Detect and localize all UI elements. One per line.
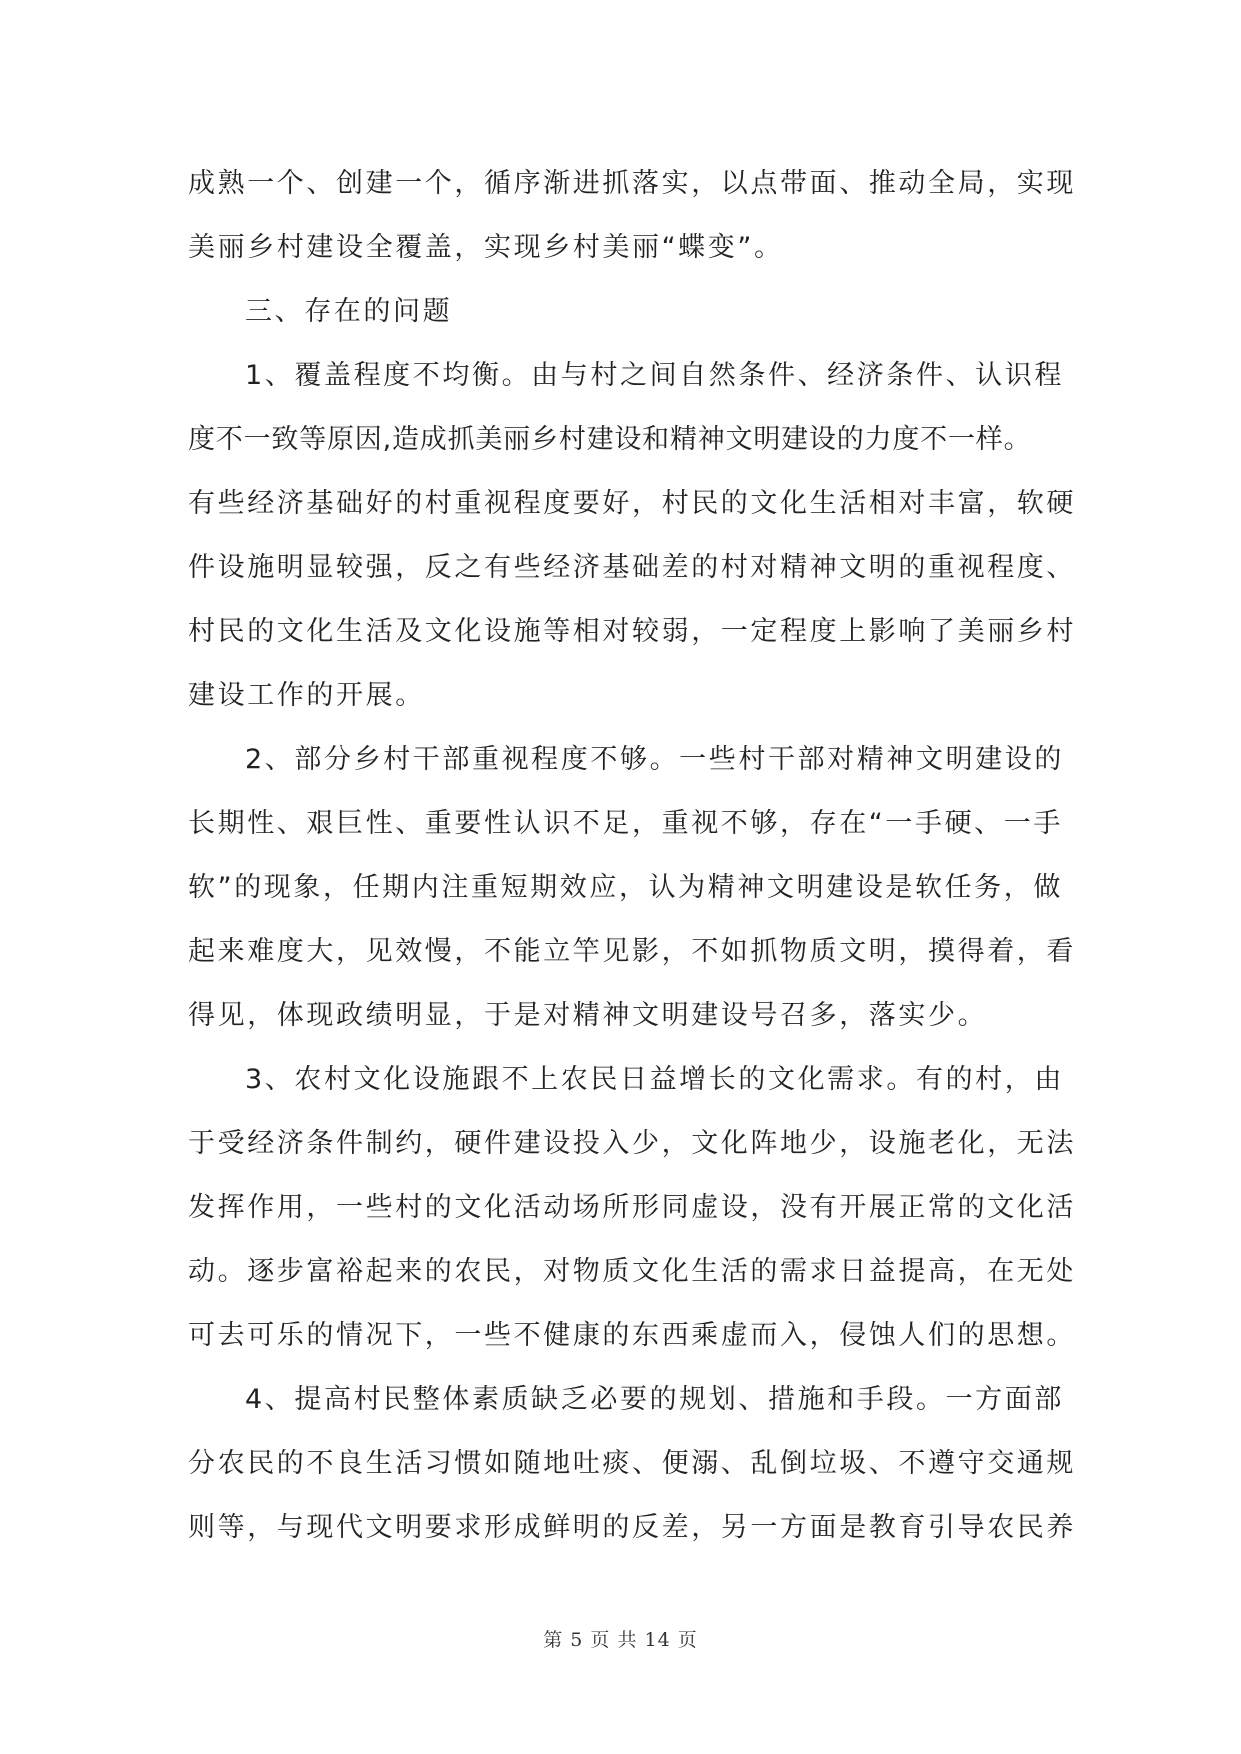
text-line: 村民的文化生活及文化设施等相对较弱，一定程度上影响了美丽乡村: [188, 616, 1076, 647]
text-line: 软”的现象，任期内注重短期效应，认为精神文明建设是软任务，做: [188, 872, 1063, 903]
text-line: 件设施明显较强，反之有些经济基础差的村对精神文明的重视程度、: [188, 552, 1076, 583]
text-line: 成熟一个、创建一个，循序渐进抓落实，以点带面、推动全局，实现: [188, 168, 1076, 199]
text-line: 3、农村文化设施跟不上农民日益增长的文化需求。有的村，由: [245, 1064, 1064, 1095]
text-line: 有些经济基础好的村重视程度要好，村民的文化生活相对丰富，软硬: [188, 488, 1076, 519]
text-line: 起来难度大，见效慢，不能立竿见影，不如抓物质文明，摸得着，看: [188, 936, 1076, 967]
text-line: 2、部分乡村干部重视程度不够。一些村干部对精神文明建设的: [245, 744, 1064, 775]
text-line: 度不一致等原因,造成抓美丽乡村建设和精神文明建设的力度不一样。: [188, 424, 1032, 455]
text-line: 则等，与现代文明要求形成鲜明的反差，另一方面是教育引导农民养: [188, 1512, 1076, 1543]
text-line: 美丽乡村建设全覆盖，实现乡村美丽“蝶变”。: [188, 232, 784, 263]
text-line: 动。逐步富裕起来的农民，对物质文化生活的需求日益提高，在无处: [188, 1256, 1076, 1287]
text-line: 得见，体现政绩明显，于是对精神文明建设号召多，落实少。: [188, 1000, 988, 1031]
text-line: 可去可乐的情况下，一些不健康的东西乘虚而入，侵蚀人们的思想。: [188, 1320, 1076, 1351]
section-heading: 三、存在的问题: [245, 296, 453, 327]
page-number-footer: 第 5 页 共 14 页: [543, 1629, 698, 1651]
body-text: [188, 152, 1076, 1560]
text-line: 于受经济条件制约，硬件建设投入少，文化阵地少，设施老化，无法: [188, 1128, 1076, 1159]
text-line: 长期性、艰巨性、重要性认识不足，重视不够，存在“一手硬、一手: [188, 808, 1063, 839]
text-line: 1、覆盖程度不均衡。由与村之间自然条件、经济条件、认识程: [245, 360, 1064, 391]
text-line: 建设工作的开展。: [188, 680, 425, 711]
text-line: 发挥作用，一些村的文化活动场所形同虚设，没有开展正常的文化活: [188, 1192, 1076, 1223]
text-line: 分农民的不良生活习惯如随地吐痰、便溺、乱倒垃圾、不遵守交通规: [188, 1448, 1076, 1479]
text-line: 4、提高村民整体素质缺乏必要的规划、措施和手段。一方面部: [245, 1384, 1064, 1415]
